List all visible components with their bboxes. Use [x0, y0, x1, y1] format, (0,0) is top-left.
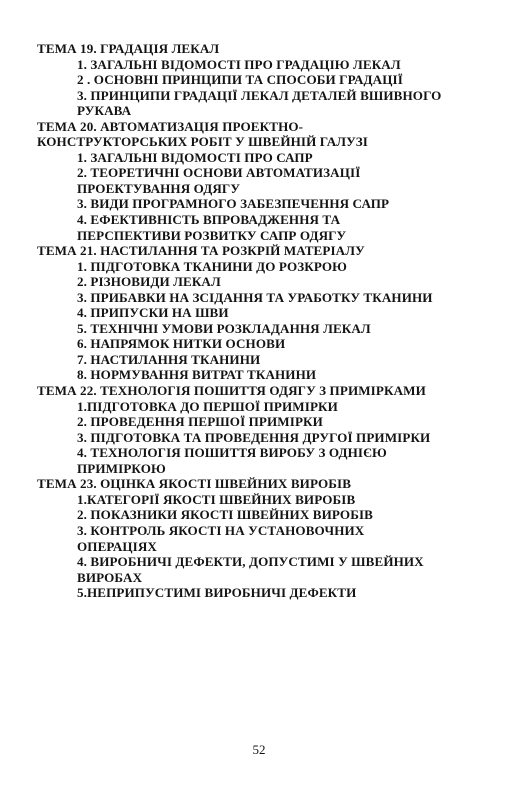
subtopic-item: РУКАВА [77, 103, 132, 119]
subtopic-item: ПРОЕКТУВАННЯ ОДЯГУ [77, 180, 241, 196]
subtopic-item: 3. ВИДИ ПРОГРАМНОГО ЗАБЕЗПЕЧЕННЯ САПР [77, 196, 390, 212]
page-number: 52 [252, 742, 266, 757]
subtopic-item: ВИРОБАХ [77, 569, 143, 585]
subtopic-item: 2. ПРОВЕДЕННЯ ПЕРШОЇ ПРИМІРКИ [77, 414, 323, 430]
subtopic-item: ОПЕРАЦІЯХ [77, 538, 157, 554]
subtopic-item: 3. ПРИНЦИПИ ГРАДАЦІЇ ЛЕКАЛ ДЕТАЛЕЙ ВШИВНОГО [77, 87, 442, 103]
topic-heading: ТЕМА 23. ОЦІНКА ЯКОСТІ ШВЕЙНИХ ВИРОБІВ [37, 476, 352, 492]
subtopic-item: 4. ТЕХНОЛОГІЯ ПОШИТТЯ ВИРОБУ З ОДНІЄЮ [77, 445, 387, 461]
subtopic-item: 2. ПОКАЗНИКИ ЯКОСТІ ШВЕЙНИХ ВИРОБІВ [77, 507, 373, 523]
topic-heading: ТЕМА 21. НАСТИЛАННЯ ТА РОЗКРІЙ МАТЕРІАЛУ [37, 243, 365, 259]
subtopic-item: 3. ПРИБАВКИ НА ЗСІДАННЯ ТА УРАБОТКУ ТКАНИНИ [77, 289, 433, 305]
subtopic-item: 2 . ОСНОВНІ ПРИНЦИПИ ТА СПОСОБИ ГРАДАЦІЇ [77, 72, 403, 88]
subtopic-item: ПЕРСПЕКТИВИ РОЗВИТКУ САПР ОДЯГУ [77, 227, 347, 243]
topic-heading: КОНСТРУКТОРСЬКИХ РОБІТ У ШВЕЙНІЙ ГАЛУЗІ [37, 134, 368, 150]
topic-heading: ТЕМА 19. ГРАДАЦІЯ ЛЕКАЛ [37, 41, 220, 56]
subtopic-item: ПРИМІРКОЮ [77, 460, 166, 476]
subtopic-item: 6. НАПРЯМОК НИТКИ ОСНОВИ [77, 336, 286, 352]
subtopic-item: 1.КАТЕГОРІЇ ЯКОСТІ ШВЕЙНИХ ВИРОБІВ [77, 491, 356, 507]
subtopic-item: 3. ПІДГОТОВКА ТА ПРОВЕДЕННЯ ДРУГОЇ ПРИМІРКИ [77, 429, 431, 445]
subtopic-item: 2. ТЕОРЕТИЧНІ ОСНОВИ АВТОМАТИЗАЦІЇ [77, 165, 361, 181]
subtopic-item: 4. ПРИПУСКИ НА ШВИ [77, 305, 229, 321]
subtopic-item: 3. КОНТРОЛЬ ЯКОСТІ НА УСТАНОВОЧНИХ [77, 522, 365, 538]
table-of-contents [37, 41, 487, 601]
subtopic-item: 4. ВИРОБНИЧІ ДЕФЕКТИ, ДОПУСТИМІ У ШВЕЙНИХ [77, 554, 424, 570]
subtopic-item: 1. ЗАГАЛЬНІ ВІДОМОСТІ ПРО ГРАДАЦІЮ ЛЕКАЛ [77, 56, 401, 72]
subtopic-item: 4. ЕФЕКТИВНІСТЬ ВПРОВАДЖЕННЯ ТА [77, 212, 341, 228]
subtopic-item: 8. НОРМУВАННЯ ВИТРАТ ТКАНИНИ [77, 367, 317, 383]
subtopic-item: 5. ТЕХНІЧНІ УМОВИ РОЗКЛАДАННЯ ЛЕКАЛ [77, 320, 371, 336]
topic-heading: ТЕМА 20. АВТОМАТИЗАЦІЯ ПРОЕКТНО- [37, 118, 304, 134]
subtopic-item: 5.НЕПРИПУСТИМІ ВИРОБНИЧІ ДЕФЕКТИ [77, 585, 357, 601]
subtopic-item: 1.ПІДГОТОВКА ДО ПЕРШОЇ ПРИМІРКИ [77, 398, 338, 414]
subtopic-item: 2. РІЗНОВИДИ ЛЕКАЛ [77, 274, 221, 290]
subtopic-item: 1. ЗАГАЛЬНІ ВІДОМОСТІ ПРО САПР [77, 149, 313, 165]
topic-heading: ТЕМА 22. ТЕХНОЛОГІЯ ПОШИТТЯ ОДЯГУ З ПРИМІРКАМИ [37, 383, 426, 399]
subtopic-item: 7. НАСТИЛАННЯ ТКАНИНИ [77, 351, 261, 367]
subtopic-item: 1. ПІДГОТОВКА ТКАНИНИ ДО РОЗКРОЮ [77, 258, 347, 274]
